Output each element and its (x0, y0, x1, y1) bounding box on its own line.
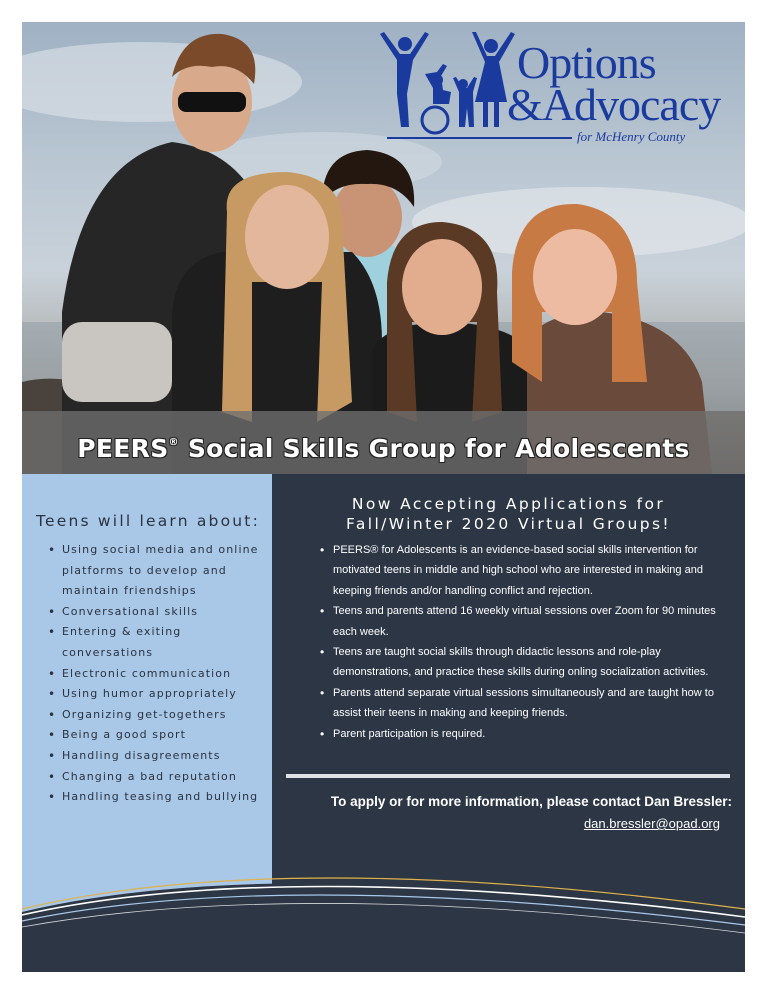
list-item: • Electronic communication (36, 664, 260, 685)
contact-text: To apply or for more information, please contact Dan Bressler: (330, 794, 732, 809)
list-item: • Conversational skills (36, 602, 260, 623)
title-banner (22, 411, 745, 474)
title-rest: Social Skills Group for Adolescents (178, 434, 690, 463)
list-item: • Handling teasing and bullying (36, 787, 260, 808)
learning-topics-heading: Teens will learn about: (36, 512, 260, 530)
page-title (22, 411, 745, 474)
applications-heading (272, 494, 745, 534)
list-item: • Using social media and online platforms to develop and maintain friendships (36, 540, 260, 602)
list-item: • Organizing get-togethers (36, 705, 260, 726)
logo-tagline: for McHenry County (577, 129, 686, 144)
family-figures-icon (377, 32, 517, 137)
options-advocacy-logo (377, 32, 737, 144)
title-peers: PEERS (77, 434, 169, 463)
list-item: • Handling disagreements (36, 746, 260, 767)
list-item: • Changing a bad reputation (36, 767, 260, 788)
decorative-waves (22, 857, 745, 972)
registered-mark: ® (168, 437, 179, 448)
learning-topics-list (36, 540, 260, 808)
list-item: • Teens and parents attend 16 weekly virtual sessions over Zoom for 90 minutes each week. (320, 601, 734, 642)
list-item: • Being a good sport (36, 725, 260, 746)
contact-email-link[interactable]: dan.bressler@opad.org (583, 816, 720, 831)
logo-title-advocacy: &Advocacy (507, 79, 721, 130)
logo-title-options: Options (517, 37, 656, 88)
section-divider (286, 774, 730, 778)
list-item: • Using humor appropriately (36, 684, 260, 705)
list-item: • Teens are taught social skills through didactic lessons and role-play demonstrations, and practice these skills during onling socialization activities. (320, 642, 734, 683)
list-item: • PEERS® for Adolescents is an evidence-based social skills intervention for motivated teens in middle and high school who are interested in making and keeping friends and/or handling conflict and rejection. (320, 540, 734, 601)
group-photo (22, 22, 745, 474)
program-details-list (320, 540, 734, 744)
applications-heading-line2: Fall/Winter 2020 Virtual Groups! (345, 515, 672, 533)
flyer (22, 22, 745, 972)
applications-heading-line1: Now Accepting Applications for (351, 495, 666, 513)
logo-rule (387, 137, 572, 139)
list-item: • Parents attend separate virtual sessions simultaneously and are taught how to assist their teens in making and keeping friends. (320, 683, 734, 724)
list-item: • Entering & exiting conversations (36, 622, 260, 663)
list-item: • Parent participation is required. (320, 724, 734, 744)
